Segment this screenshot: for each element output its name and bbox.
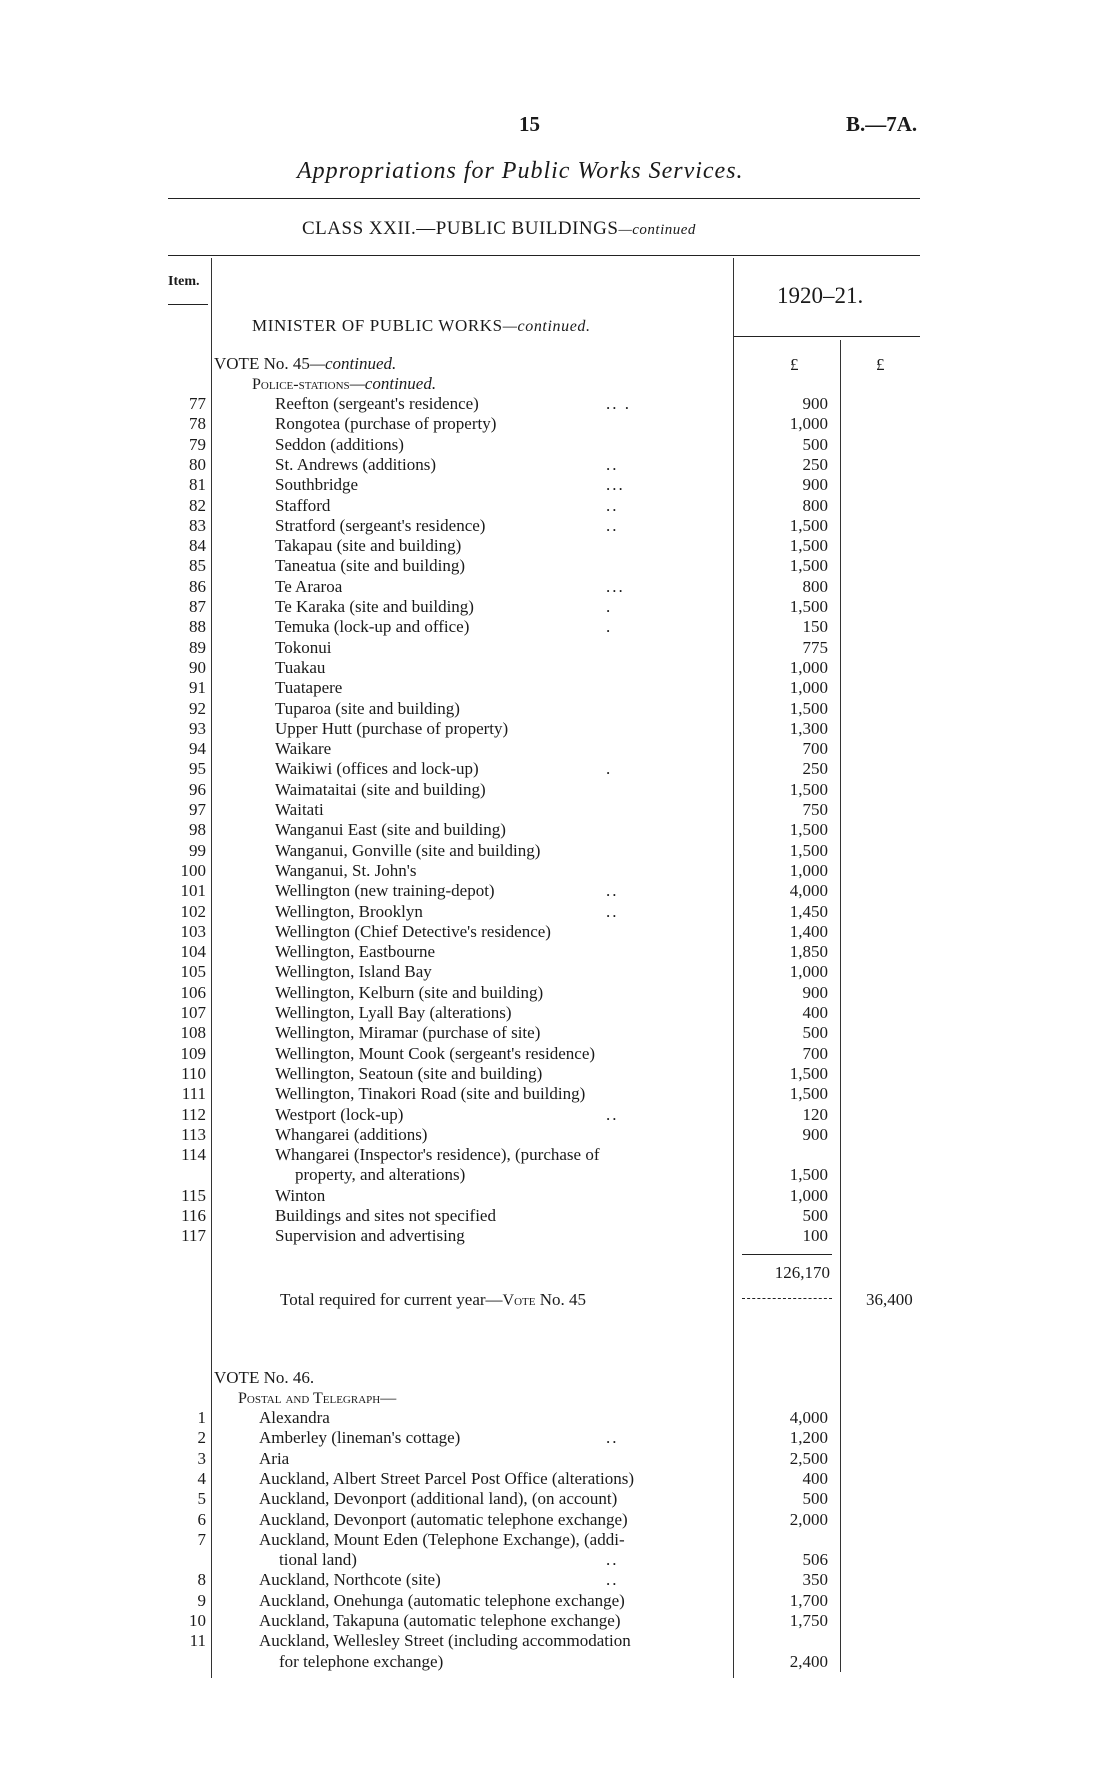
table-row (0, 1570, 1114, 1590)
item-amount: 1,000 (789, 657, 828, 677)
item-amount: 100 (802, 1226, 828, 1246)
table-row (0, 1023, 1114, 1043)
item-number: 112 (181, 1104, 206, 1124)
item-label: Takapau (site and building) (275, 536, 462, 556)
item-label: Alexandra (259, 1408, 330, 1427)
item-amount: 2,400 (789, 1651, 828, 1671)
item-number: 4 (197, 1468, 206, 1488)
table-row (0, 820, 1114, 840)
item-number: 101 (180, 881, 206, 901)
leader-dots: .. (606, 515, 619, 535)
leader-dots: .. . (606, 394, 631, 413)
item-amount: 775 (802, 637, 828, 657)
leader-dots: .. (606, 881, 619, 901)
item-label: Wellington, Brooklyn (275, 901, 423, 921)
item-number: 97 (189, 800, 206, 819)
item-label: Tokonui (275, 637, 332, 657)
item-amount: 500 (802, 1489, 828, 1509)
vote-45-section-label: Police-stations (252, 376, 350, 393)
leader-dots: .. (606, 1428, 619, 1448)
page-title: Appropriations for Public Works Services. (297, 158, 744, 184)
item-label: for telephone exchange) (279, 1651, 444, 1671)
table-row (0, 1489, 1114, 1509)
table-row (0, 902, 1114, 922)
currency-symbol-col1: £ (790, 355, 799, 374)
item-label: Waikare (275, 739, 332, 759)
table-row (0, 1530, 1114, 1550)
item-number: 87 (189, 597, 206, 616)
table-row (0, 1550, 1114, 1570)
table-row (0, 1084, 1114, 1104)
leader-dots: .. (606, 901, 619, 921)
ministry-suffix: —continued. (502, 318, 591, 335)
item-amount: 1,500 (789, 597, 828, 616)
table-row (0, 414, 1114, 434)
item-label: Reefton (sergeant's residence) (275, 394, 479, 413)
leader-dots: .. (606, 454, 619, 474)
item-amount: 400 (802, 1003, 828, 1022)
vote-45-title (214, 354, 396, 374)
item-amount: 500 (802, 1206, 828, 1225)
table-row (0, 1469, 1114, 1489)
item-number: 3 (197, 1448, 206, 1468)
item-number: 9 (197, 1590, 206, 1610)
item-amount: 700 (802, 739, 828, 759)
item-number: 117 (181, 1226, 206, 1246)
item-amount: 1,500 (789, 779, 828, 799)
item-label: Wellington (Chief Detective's residence) (275, 921, 551, 941)
item-number: 88 (189, 617, 206, 637)
item-number: 85 (189, 556, 206, 576)
item-label: Wellington, Eastbourne (275, 942, 436, 962)
item-number: 83 (189, 515, 206, 535)
item-label: Te Araroa (275, 576, 343, 596)
item-label: Tuparoa (site and building) (275, 698, 460, 718)
item-amount: 900 (802, 1124, 828, 1144)
item-number: 92 (189, 698, 206, 718)
item-amount: 506 (802, 1550, 828, 1570)
item-amount: 1,000 (789, 962, 828, 982)
item-number: 113 (181, 1124, 206, 1144)
table-row (0, 942, 1114, 962)
item-number: 11 (189, 1631, 206, 1651)
item-label: Upper Hutt (purchase of property) (275, 718, 509, 738)
table-row (0, 617, 1114, 637)
table-row (0, 861, 1114, 881)
item-amount: 1,400 (789, 921, 828, 941)
item-amount: 1,500 (789, 840, 828, 860)
table-row (0, 1408, 1114, 1428)
item-number: 80 (189, 454, 206, 474)
item-amount: 750 (802, 800, 828, 819)
table-row (0, 699, 1114, 719)
item-label: Te Karaka (site and building) (275, 597, 474, 616)
title-rule (168, 198, 920, 199)
item-number: 105 (180, 962, 206, 982)
item-label: Aria (259, 1448, 290, 1468)
item-label: Auckland, Mount Eden (Telephone Exchange), (addi- (259, 1529, 625, 1549)
vote-45-section (252, 374, 436, 394)
item-label: Auckland, Takapuna (automatic telephone exchange) (259, 1611, 621, 1630)
item-amount: 900 (802, 982, 828, 1002)
table-row (0, 739, 1114, 759)
item-number: 106 (180, 982, 206, 1002)
item-number: 93 (189, 718, 206, 738)
class-title: CLASS XXII.—PUBLIC BUILDINGS (302, 218, 619, 239)
item-label: Tuakau (275, 657, 326, 677)
item-label: Wellington (new training-depot) (275, 881, 495, 901)
table-row (0, 1125, 1114, 1145)
vote-46-title: VOTE No. 46. (214, 1368, 315, 1387)
item-label: Amberley (lineman's cottage) (259, 1428, 461, 1448)
item-number: 90 (189, 657, 206, 677)
item-label: property, and alterations) (295, 1165, 466, 1185)
item-label: St. Andrews (additions) (275, 454, 437, 474)
table-row (0, 496, 1114, 516)
table-row (0, 1064, 1114, 1084)
item-amount: 500 (802, 434, 828, 454)
table-row (0, 577, 1114, 597)
item-number: 109 (180, 1043, 206, 1063)
item-label: Wellington, Tinakori Road (site and building) (275, 1084, 586, 1104)
item-amount: 900 (802, 475, 828, 495)
table-row (0, 394, 1114, 414)
item-label: Waimataitai (site and building) (275, 779, 486, 799)
item-label: Taneatua (site and building) (275, 556, 465, 576)
table-top-rule (168, 255, 920, 256)
item-number: 99 (189, 840, 206, 860)
table-row (0, 435, 1114, 455)
item-label: Wellington, Island Bay (275, 962, 432, 982)
item-amount: 2,500 (789, 1448, 828, 1468)
item-number: 94 (189, 739, 206, 759)
item-amount: 500 (802, 1023, 828, 1043)
item-amount: 700 (802, 1043, 828, 1063)
table-row (0, 719, 1114, 739)
item-number: 5 (197, 1489, 206, 1509)
item-amount: 250 (802, 454, 828, 474)
item-amount: 1,500 (789, 1165, 828, 1185)
table-row (0, 1449, 1114, 1469)
table-row (0, 475, 1114, 495)
item-amount: 400 (802, 1468, 828, 1488)
item-amount: 800 (802, 495, 828, 515)
total-label-vote: Vote (502, 1292, 536, 1309)
item-label: tional land) (279, 1550, 357, 1570)
item-amount: 1,500 (789, 556, 828, 576)
item-amount: 1,000 (789, 414, 828, 434)
item-number: 108 (180, 1023, 206, 1043)
table-row (0, 597, 1114, 617)
table-row (0, 1652, 1114, 1672)
table-row (0, 881, 1114, 901)
leader-dots: . (606, 617, 613, 637)
table-row (0, 1165, 1114, 1185)
item-label: Southbridge (275, 475, 359, 495)
leader-dots: .. (606, 495, 619, 515)
table-row (0, 1044, 1114, 1064)
table-row (0, 759, 1114, 779)
item-amount: 1,700 (789, 1590, 828, 1610)
item-number: 8 (197, 1570, 206, 1590)
table-row (0, 800, 1114, 820)
table-row (0, 962, 1114, 982)
table-row (0, 1105, 1114, 1125)
item-amount: 1,500 (789, 1084, 828, 1104)
item-number: 78 (189, 414, 206, 434)
class-suffix: —continued (618, 222, 696, 238)
item-label: Wellington, Mount Cook (sergeant's residence) (275, 1043, 596, 1063)
item-label: Westport (lock-up) (275, 1104, 404, 1124)
item-number: 79 (189, 434, 206, 454)
item-label: Tuatapere (275, 678, 343, 698)
item-label: Auckland, Onehunga (automatic telephone exchange) (259, 1590, 625, 1610)
table-row (0, 841, 1114, 861)
item-number: 2 (197, 1428, 206, 1448)
item-amount: 1,750 (789, 1611, 828, 1630)
document-reference: B.—7A. (846, 112, 918, 136)
item-label: Waitati (275, 800, 324, 819)
item-amount: 1,500 (789, 698, 828, 718)
table-row (0, 516, 1114, 536)
item-label: Wellington, Kelburn (site and building) (275, 982, 544, 1002)
item-label: Auckland, Devonport (additional land), (on account) (259, 1489, 618, 1509)
vote-45-section-suffix: —continued. (349, 374, 437, 393)
item-amount: 1,850 (789, 942, 828, 962)
item-amount: 1,000 (789, 1185, 828, 1205)
item-number: 10 (189, 1611, 206, 1630)
item-amount: 1,500 (789, 820, 828, 840)
item-amount: 1,450 (789, 901, 828, 921)
item-label: Temuka (lock-up and office) (275, 617, 470, 637)
item-header-rule (168, 304, 208, 305)
item-amount: 350 (802, 1570, 828, 1590)
vote-45-total-label (280, 1290, 586, 1310)
item-number: 110 (181, 1063, 206, 1083)
table-row (0, 1428, 1114, 1448)
item-amount: 900 (802, 394, 828, 413)
leader-dots: .. (606, 1570, 619, 1590)
item-label: Stafford (275, 495, 331, 515)
item-label: Wanganui, Gonville (site and building) (275, 840, 541, 860)
item-number: 115 (181, 1185, 206, 1205)
item-amount: 1,500 (789, 536, 828, 556)
item-label: Seddon (additions) (275, 434, 404, 454)
item-label: Whangarei (additions) (275, 1124, 428, 1144)
vote-45-suffix: —continued. (309, 354, 397, 373)
leader-dots: . (606, 759, 613, 779)
item-number: 86 (189, 576, 206, 596)
item-number: 84 (189, 536, 206, 556)
year-column-header: 1920–21. (777, 283, 864, 308)
item-amount: 150 (802, 617, 828, 637)
item-amount: 1,000 (789, 860, 828, 880)
item-column-header: Item. (168, 274, 200, 289)
item-amount: 1,300 (789, 718, 828, 738)
item-number: 107 (180, 1003, 206, 1022)
table-row (0, 1591, 1114, 1611)
item-amount: 2,000 (789, 1509, 828, 1529)
table-row (0, 658, 1114, 678)
item-number: 91 (189, 678, 206, 698)
item-label: Auckland, Albert Street Parcel Post Office (alterations) (259, 1468, 634, 1488)
page-number: 15 (519, 112, 540, 136)
item-amount: 1,200 (789, 1428, 828, 1448)
item-number: 96 (189, 779, 206, 799)
item-number: 1 (197, 1408, 206, 1427)
item-amount: 1,000 (789, 678, 828, 698)
table-row (0, 536, 1114, 556)
item-number: 77 (189, 394, 206, 413)
ministry-heading (252, 316, 591, 336)
leader-dots: ... (606, 576, 625, 596)
table-row (0, 1186, 1114, 1206)
total-label-text: Total required for current year— (280, 1290, 503, 1309)
item-number: 81 (189, 475, 206, 495)
item-number: 98 (189, 820, 206, 840)
item-label: Waikiwi (offices and lock-up) (275, 759, 479, 779)
table-row (0, 1003, 1114, 1023)
vote-45-grand-total: 36,400 (866, 1290, 913, 1309)
item-label: Supervision and advertising (275, 1226, 465, 1246)
ministry-name: MINISTER OF PUBLIC WORKS (252, 316, 503, 335)
item-label: Auckland, Wellesley Street (including accommodation (259, 1631, 631, 1651)
item-label: Wellington, Lyall Bay (alterations) (275, 1003, 512, 1022)
item-amount: 250 (802, 759, 828, 779)
vote-45-subtotal: 126,170 (774, 1263, 830, 1282)
leader-dots: . (606, 597, 613, 616)
item-number: 111 (181, 1084, 206, 1104)
item-label: Wanganui East (site and building) (275, 820, 506, 840)
table-row (0, 780, 1114, 800)
item-number: 95 (189, 759, 206, 779)
item-label: Auckland, Northcote (site) (259, 1570, 441, 1590)
item-amount: 120 (802, 1104, 828, 1124)
item-amount: 1,500 (789, 1063, 828, 1083)
subtotal-rule (742, 1254, 832, 1255)
item-number: 7 (197, 1529, 206, 1549)
item-number: 103 (180, 921, 206, 941)
vote-46-section-label: Postal and Telegraph— (238, 1390, 397, 1407)
vote-46-section (238, 1388, 396, 1408)
table-row (0, 1611, 1114, 1631)
leader-dots: ... (606, 475, 625, 495)
table-row (0, 1510, 1114, 1530)
year-header-rule (733, 336, 920, 337)
table-row (0, 983, 1114, 1003)
table-row (0, 1206, 1114, 1226)
table-row (0, 1226, 1114, 1246)
item-number: 116 (181, 1206, 206, 1225)
item-label: Wellington, Seatoun (site and building) (275, 1063, 543, 1083)
vote-45-label: VOTE No. 45 (214, 354, 310, 373)
item-amount: 4,000 (789, 1408, 828, 1427)
table-row (0, 1145, 1114, 1165)
item-label: Wanganui, St. John's (275, 860, 417, 880)
item-amount: 1,500 (789, 515, 828, 535)
currency-symbol-col2: £ (876, 355, 885, 374)
item-label: Rongotea (purchase of property) (275, 414, 497, 434)
table-row (0, 678, 1114, 698)
item-label: Auckland, Devonport (automatic telephone exchange) (259, 1509, 628, 1529)
item-number: 104 (180, 942, 206, 962)
item-label: Wellington, Miramar (purchase of site) (275, 1023, 541, 1043)
table-row (0, 556, 1114, 576)
table-row (0, 455, 1114, 475)
item-number: 114 (181, 1145, 206, 1165)
item-number: 102 (180, 901, 206, 921)
leader-dots: .. (606, 1550, 619, 1570)
subtotal-underline (742, 1298, 832, 1299)
table-row (0, 638, 1114, 658)
table-row (0, 922, 1114, 942)
item-number: 82 (189, 495, 206, 515)
item-label: Buildings and sites not specified (275, 1206, 496, 1225)
total-label-vote-no: No. 45 (535, 1290, 587, 1309)
item-label: Stratford (sergeant's residence) (275, 515, 486, 535)
item-label: Whangarei (Inspector's residence), (purchase of (275, 1145, 600, 1165)
leader-dots: .. (606, 1104, 619, 1124)
table-row (0, 1631, 1114, 1651)
item-number: 89 (189, 637, 206, 657)
item-number: 100 (180, 860, 206, 880)
item-label: Winton (275, 1185, 326, 1205)
item-amount: 4,000 (789, 881, 828, 901)
class-heading (302, 218, 696, 240)
item-number: 6 (197, 1509, 206, 1529)
item-amount: 800 (802, 576, 828, 596)
